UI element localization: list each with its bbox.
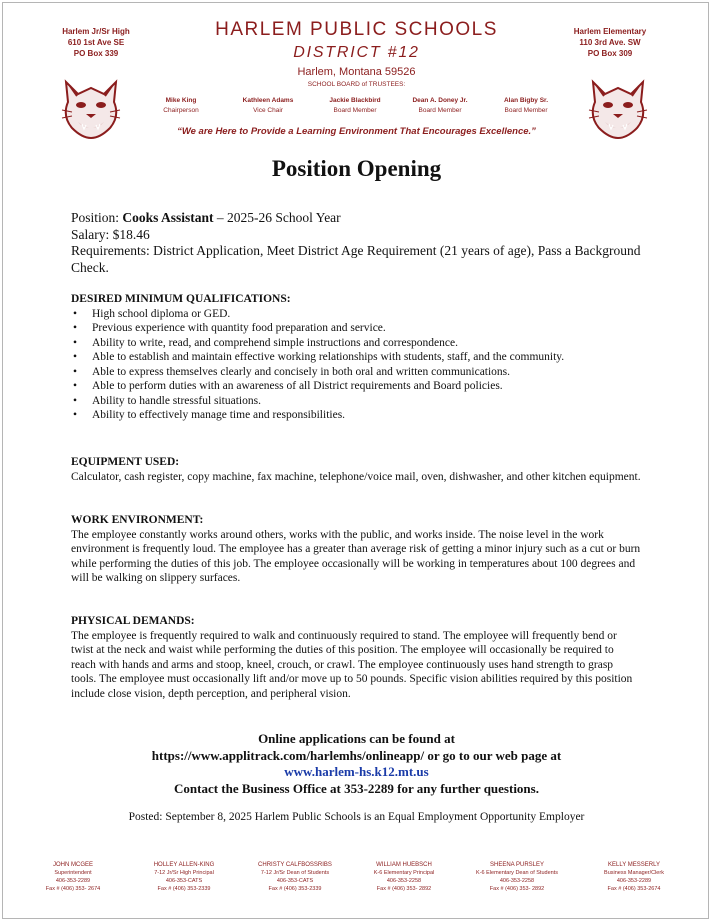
position-year: – 2025-26 School Year — [213, 210, 341, 225]
staff-contact — [349, 861, 459, 893]
staff-contact — [129, 861, 239, 893]
trustee — [400, 96, 480, 116]
staff-phone: 406-353-CATS — [276, 878, 314, 884]
staff-name: CHRISTY CALFBOSSRIBS — [258, 862, 332, 868]
staff-title: 7-12 Jr/Sr Dean of Students — [260, 870, 330, 876]
qualifications-heading: DESIRED MINIMUM QUALIFICATIONS: — [71, 293, 291, 305]
staff-title: K-6 Elementary Dean of Students — [476, 870, 558, 876]
trustee — [141, 96, 221, 116]
right-school-name: Harlem Elementary — [573, 27, 647, 36]
physical-demands-text: The employee is frequently required to walk and continuously required to stand. The employee will frequently bend or twist at the neck and waist while performing the duties of this position. The employee will occasionally be required to reach with hands and arms and stoop, kneel, crouch, or crawl. The employee continuously uses hand strength to grasp tools. The employee must occasionally lift and/or move up to 50 pounds. Specific vision abilities required by this position include close vision, depth perception, and peripheral vision. — [71, 629, 633, 700]
page-title: Position Opening — [271, 156, 442, 181]
staff-title: Business Manager/Clerk — [604, 870, 664, 876]
staff-contact — [579, 861, 689, 893]
website-link[interactable]: www.harlem-hs.k12.mt.us — [284, 764, 429, 779]
staff-fax: Fax # (406) 353- 2892 — [376, 886, 432, 892]
staff-name: HOLLEY ALLEN-KING — [153, 862, 215, 868]
trustee-role: Vice Chair — [253, 107, 283, 114]
salary: Salary: $18.46 — [71, 226, 150, 242]
staff-title: K-6 Elementary Principal — [373, 870, 435, 876]
staff-name: WILLIAM HUEBSCH — [376, 862, 432, 868]
trustee-name: Jackie Blackbird — [329, 97, 381, 104]
contact-line: Contact the Business Office at 353-2289 for any further questions. — [174, 780, 539, 796]
staff-fax: Fax # (406) 353-2674 — [607, 886, 661, 892]
trustee-name: Dean A. Doney Jr. — [412, 97, 468, 104]
staff-contact — [462, 861, 572, 893]
district-motto: “We are Here to Provide a Learning Environment That Encourages Excellence.” — [177, 126, 536, 137]
trustee-role: Board Member — [418, 107, 462, 114]
requirements: Requirements: District Application, Meet District Age Requirement (21 years of age), Pass a Background Check. — [71, 243, 641, 275]
physical-demands-section — [71, 614, 641, 701]
online-applications — [0, 731, 713, 797]
staff-contact — [18, 861, 128, 893]
equipment-section — [71, 455, 641, 484]
district-number: DISTRICT #12 — [293, 44, 420, 61]
staff-fax: Fax # (406) 353- 2674 — [45, 886, 101, 892]
position-line — [71, 210, 641, 227]
list-item: • High school diploma or GED. — [71, 307, 641, 322]
list-item: • Previous experience with quantity food preparation and service. — [71, 321, 641, 336]
equipment-heading: EQUIPMENT USED: — [71, 456, 180, 468]
staff-name: JOHN MCGEE — [52, 862, 93, 868]
staff-phone: 406-353-2258 — [386, 878, 422, 884]
staff-name: SHEENA PURSLEY — [489, 862, 545, 868]
staff-phone: 406-353-2258 — [499, 878, 535, 884]
trustee-name: Mike King — [165, 97, 197, 104]
list-item: • Able to establish and maintain effective working relationships with students, staff, and the community. — [71, 350, 641, 365]
trustee-name: Kathleen Adams — [242, 97, 294, 104]
staff-contact — [240, 861, 350, 893]
trustee-name: Alan Bigby Sr. — [503, 97, 549, 104]
staff-fax: Fax # (406) 353-2339 — [268, 886, 322, 892]
right-school-address: 110 3rd Ave. SW — [579, 38, 641, 47]
staff-fax: Fax # (406) 353- 2892 — [489, 886, 545, 892]
position-info — [71, 210, 641, 276]
trustee-role: Board Member — [504, 107, 548, 114]
staff-fax: Fax # (406) 353-2339 — [157, 886, 211, 892]
list-item: • Ability to handle stressful situations. — [71, 394, 641, 409]
left-school-address: 610 1st Ave SE — [67, 38, 125, 47]
qualifications-list — [71, 307, 641, 423]
trustee — [486, 96, 566, 116]
staff-phone: 406-353-CATS — [165, 878, 203, 884]
posted-line: Posted: September 8, 2025 Harlem Public Schools is an Equal Employment Opportunity Employer — [128, 811, 585, 823]
list-item: • Ability to write, read, and comprehend simple instructions and correspondence. — [71, 336, 641, 351]
position-name: Cooks Assistant — [122, 210, 214, 225]
district-city: Harlem, Montana 59526 — [297, 66, 416, 78]
right-school-pobox: PO Box 309 — [587, 49, 633, 58]
position-label: Position: — [71, 210, 123, 225]
staff-name: KELLY MESSERLY — [607, 862, 661, 868]
qualifications-section — [71, 292, 641, 423]
trustee — [315, 96, 395, 116]
staff-title: Superintendent — [54, 870, 92, 876]
work-environment-heading: WORK ENVIRONMENT: — [71, 514, 204, 526]
trustee-role: Chairperson — [163, 107, 199, 114]
trustee — [228, 96, 308, 116]
trustee-role: Board Member — [333, 107, 377, 114]
board-title: SCHOOL BOARD of TRUSTEES: — [307, 81, 406, 88]
left-school-name: Harlem Jr/Sr High — [62, 27, 130, 36]
staff-phone: 406-353-2289 — [55, 878, 91, 884]
list-item: • Able to perform duties with an awareness of all District requirements and Board policies. — [71, 379, 641, 394]
physical-demands-heading: PHYSICAL DEMANDS: — [71, 615, 195, 627]
online-line-1: Online applications can be found at — [258, 731, 455, 746]
district-name: HARLEM PUBLIC SCHOOLS — [215, 19, 498, 40]
online-line-2: https://www.applitrack.com/harlemhs/onlineapp/ or go to our web page at — [151, 747, 562, 763]
equipment-text: Calculator, cash register, copy machine, fax machine, telephone/voice mail, oven, dishwasher, and other kitchen equipment. — [71, 470, 641, 483]
staff-phone: 406-353-2289 — [616, 878, 652, 884]
work-environment-section — [71, 513, 641, 586]
list-item: • Able to express themselves clearly and concisely in both oral and written communications. — [71, 365, 641, 380]
staff-title: 7-12 Jr/Sr High Principal — [154, 870, 214, 876]
list-item: • Ability to effectively manage time and responsibilities. — [71, 408, 641, 423]
left-school-pobox: PO Box 339 — [73, 49, 119, 58]
work-environment-text: The employee constantly works around others, works with the public, and works inside. The noise level in the work environment is frequently loud. The employee has a greater than average risk of getting a minor injury such as a cut or burn while performing the duties of this job. The employee occasionally will be working in temperatures about 100 degrees and will be walking on slippery surfaces. — [71, 528, 641, 584]
